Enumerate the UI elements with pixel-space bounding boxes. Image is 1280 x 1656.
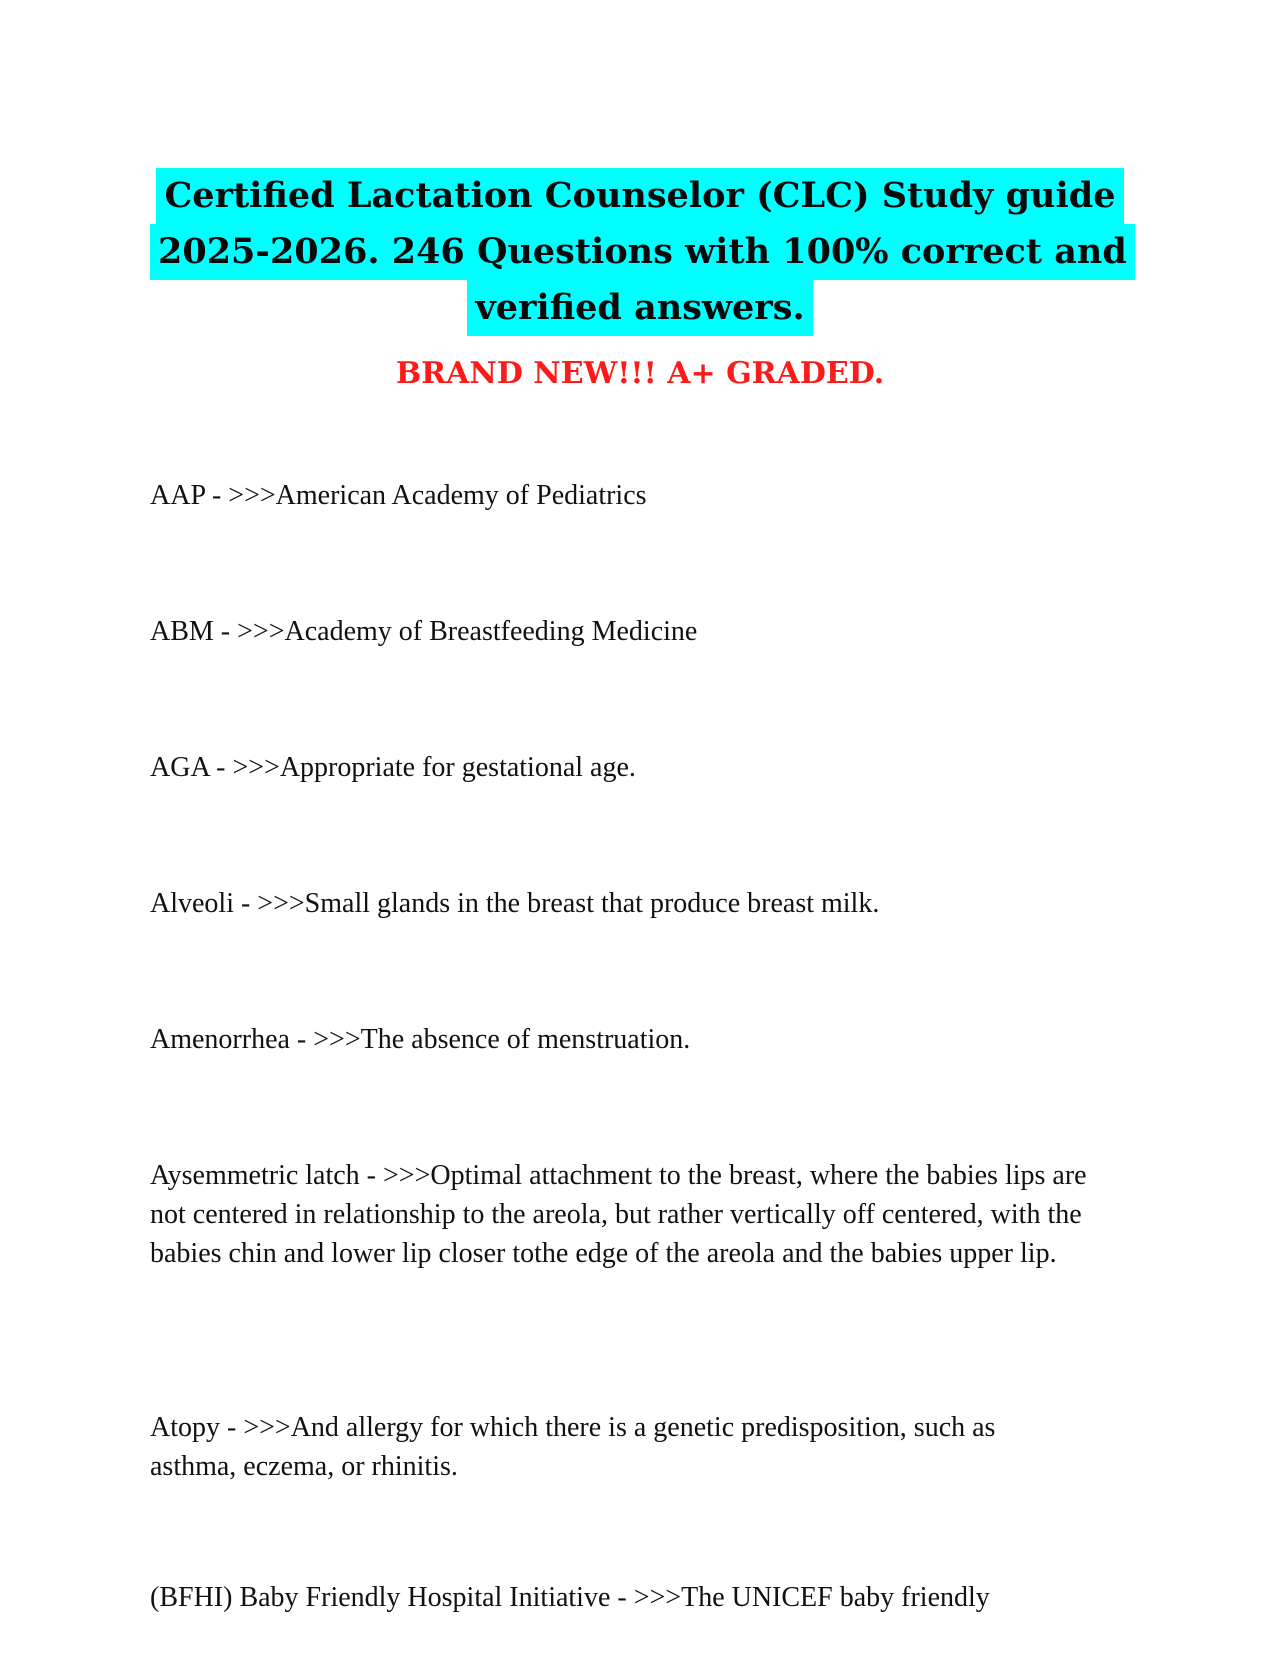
glossary-entry-abm: ABM - >>>Academy of Breastfeeding Medicine [150,616,698,647]
glossary-entry-atopy: Atopy - >>>And allergy for which there is a genetic predisposition, such as asthma, eczema, or rhinitis. [150,1412,996,1482]
glossary-entry-bfhi: (BFHI) Baby Friendly Hospital Initiative - >>>The UNICEF baby friendly [150,1582,990,1613]
document-subtitle: BRAND NEW!!! A+ GRADED. [395,356,885,391]
glossary-entry-asymmetric-latch: Aysemmetric latch - >>>Optimal attachment to the breast, where the babies lips are not centered in relationship to the areola, but rather vertically off centered, with the babies chin and lower lip closer tothe edge of the areola and the babies upper lip. [150,1160,1087,1269]
title-line-2: 2025-2026. 246 Questions with 100% correct and [150,224,1135,280]
glossary-entry-aap: AAP - >>>American Academy of Pediatrics [150,480,647,511]
glossary-entry-alveoli: Alveoli - >>>Small glands in the breast that produce breast milk. [150,888,880,919]
glossary-entry-aga: AGA - >>>Appropriate for gestational age. [150,752,636,783]
glossary-entry-amenorrhea: Amenorrhea - >>>The absence of menstruation. [150,1024,691,1055]
title-line-3: verified answers. [467,280,812,336]
title-line-1: Certified Lactation Counselor (CLC) Study guide [156,168,1123,224]
document-title [150,168,1130,336]
